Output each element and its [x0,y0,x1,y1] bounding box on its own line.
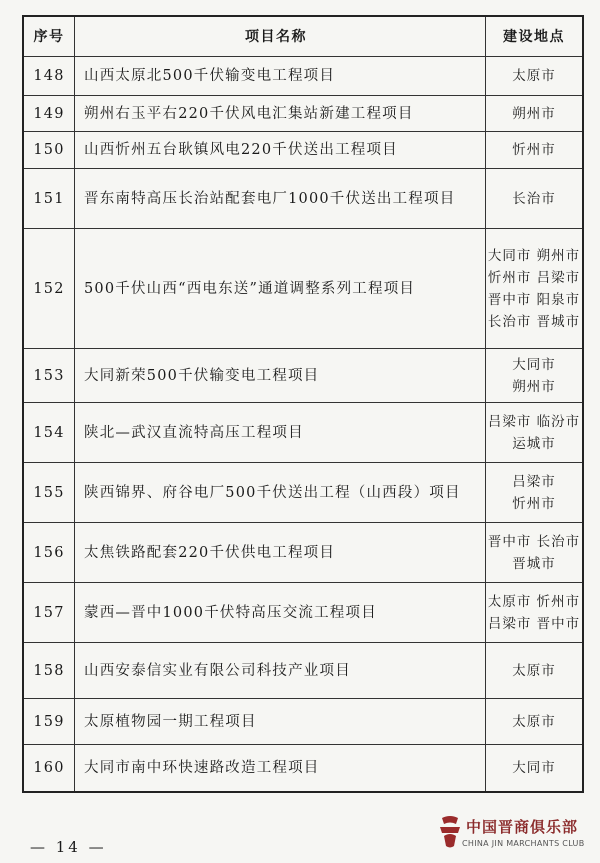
row-serial-number: 151 [24,169,75,228]
row-project-name: 蒙西—晋中1000千伏特高压交流工程项目 [75,583,486,642]
row-project-name: 大同新荣500千伏输变电工程项目 [75,349,486,402]
location-line: 太原市 [512,68,556,84]
row-project-name: 太原植物园一期工程项目 [75,699,486,744]
row-location [486,699,582,744]
row-serial-number: 152 [24,229,75,348]
row-serial-number: 154 [24,403,75,462]
row-location [486,169,582,228]
location-line: 大同市 朔州市 [487,247,581,264]
row-serial-number: 150 [24,132,75,168]
row-location [486,96,582,131]
row-serial-number: 155 [24,463,75,522]
location-line: 吕梁市 晋中市 [487,615,581,632]
watermark [436,812,596,858]
table-row [24,131,582,168]
location-line: 朔州市 [512,105,556,122]
table-row [24,402,582,462]
header-serial-number: 序号 [24,17,75,56]
location-line: 长治市 晋城市 [487,313,581,330]
row-project-name: 太焦铁路配套220千伏供电工程项目 [75,523,486,582]
row-serial-number: 157 [24,583,75,642]
table-row [24,462,582,522]
row-location [486,57,582,95]
row-serial-number: 160 [24,745,75,791]
row-location [486,643,582,698]
table-row [24,698,582,744]
location-line: 晋中市 阳泉市 [487,291,581,308]
row-serial-number: 153 [24,349,75,402]
location-line: 太原市 [512,662,556,679]
table-body [24,56,582,791]
location-line: 吕梁市 [512,473,556,490]
location-line: 朔州市 [512,378,556,395]
location-line: 运城市 [512,435,556,452]
row-serial-number: 156 [24,523,75,582]
project-table [22,15,584,793]
table-row [24,744,582,791]
row-project-name: 陕北—武汉直流特高压工程项目 [75,403,486,462]
club-logo-icon [436,814,464,850]
row-location [486,349,582,402]
header-project-name: 项目名称 [75,17,486,56]
watermark-title: 中国晋商俱乐部 [466,818,579,836]
row-project-name: 山西安泰信实业有限公司科技产业项目 [75,643,486,698]
row-project-name: 大同市南中环快速路改造工程项目 [75,745,486,791]
row-project-name: 晋东南特高压长治站配套电厂1000千伏送出工程项目 [75,169,486,228]
row-serial-number: 158 [24,643,75,698]
location-line: 忻州市 吕梁市 [487,269,581,286]
page-number: — 14 — [30,838,107,856]
row-project-name: 500千伏山西“西电东送”通道调整系列工程项目 [75,229,486,348]
location-line: 太原市 忻州市 [487,593,581,610]
location-line: 忻州市 [512,142,556,158]
table-row [24,95,582,131]
table-row [24,348,582,402]
location-line: 吕梁市 临汾市 [487,413,581,430]
row-serial-number: 148 [24,57,75,95]
location-line: 太原市 [512,713,556,730]
location-line: 晋中市 长治市 [487,533,581,550]
location-line: 长治市 [512,190,556,207]
row-location [486,132,582,168]
header-location: 建设地点 [503,28,565,45]
row-location [486,463,582,522]
table-row [24,522,582,582]
row-location [486,229,582,348]
location-line: 大同市 [512,356,556,373]
row-project-name: 朔州右玉平右220千伏风电汇集站新建工程项目 [75,96,486,131]
row-serial-number: 149 [24,96,75,131]
location-line: 大同市 [512,760,556,776]
location-line: 忻州市 [512,495,556,512]
row-serial-number: 159 [24,699,75,744]
watermark-subtitle: CHINA JIN MARCHANTS CLUB [462,839,585,848]
table-row [24,582,582,642]
table-header-row [24,17,582,56]
location-line: 晋城市 [512,555,556,572]
row-location [486,523,582,582]
table-row [24,642,582,698]
row-project-name: 陕西锦界、府谷电厂500千伏送出工程（山西段）项目 [75,463,486,522]
table-row [24,56,582,95]
row-project-name: 山西太原北500千伏输变电工程项目 [75,57,486,95]
row-project-name: 山西忻州五台耿镇风电220千伏送出工程项目 [75,132,486,168]
table-row [24,228,582,348]
table-row [24,168,582,228]
row-location [486,403,582,462]
row-location [486,745,582,791]
row-location [486,583,582,642]
